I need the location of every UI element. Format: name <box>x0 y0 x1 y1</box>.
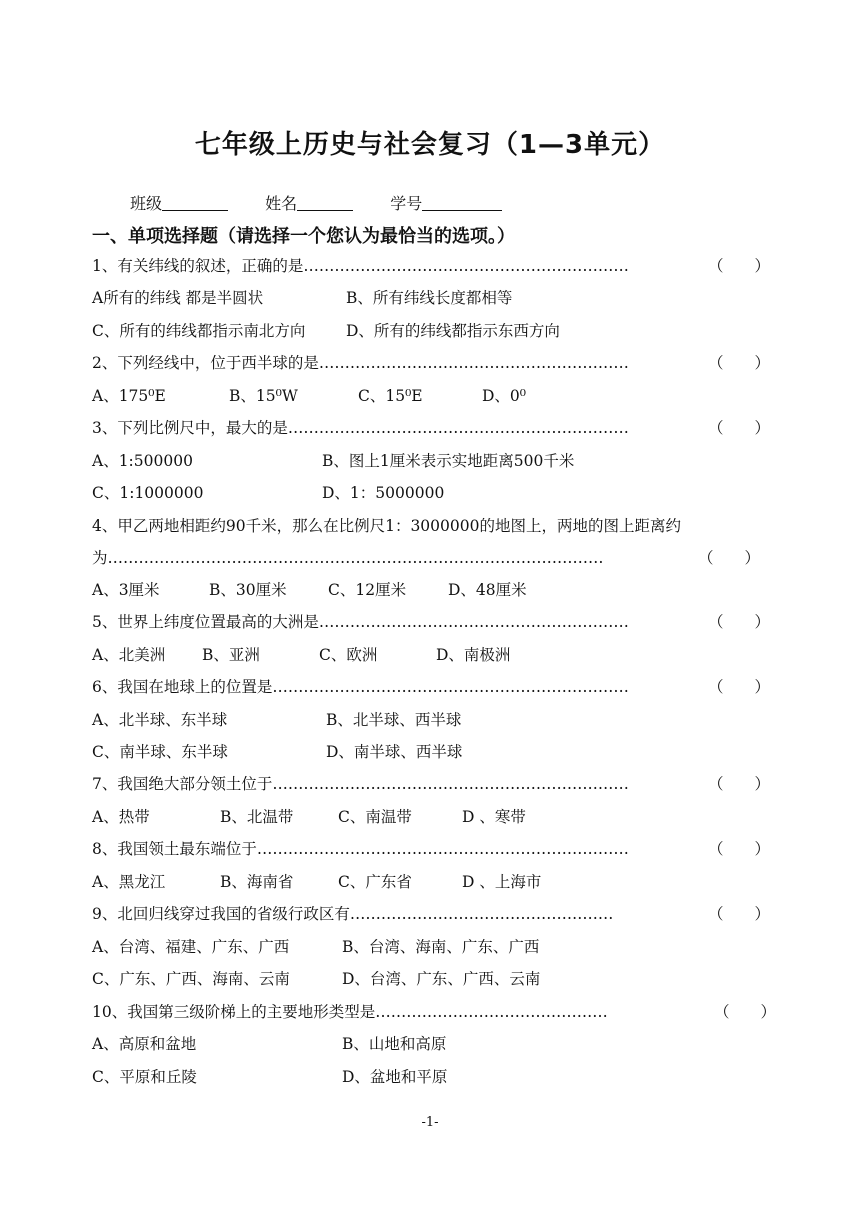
answer-bracket[interactable]: （ ） <box>697 549 760 567</box>
answer-bracket[interactable]: （ ） <box>713 1003 776 1021</box>
option: B、所有纬线长度都相等 <box>346 289 513 307</box>
answer-bracket[interactable]: （ ） <box>707 613 770 631</box>
option: D、盆地和平原 <box>342 1068 448 1086</box>
option: A、北美洲 <box>92 646 166 664</box>
option: D、南极洲 <box>436 646 511 664</box>
question-stem-continued: 为…………………………………………………………………………………… （ ） <box>92 549 760 567</box>
question-stem: 6、我国在地球上的位置是…………………………………………………………… （ ） <box>92 678 770 696</box>
answer-bracket[interactable]: （ ） <box>707 775 770 793</box>
option: A、高原和盆地 <box>92 1035 197 1053</box>
option: C、欧洲 <box>319 646 378 664</box>
question-stem: 3、下列比例尺中，最大的是………………………………………………………… （ ） <box>92 419 770 437</box>
option: D、台湾、广东、广西、云南 <box>342 970 541 988</box>
class-label: 班级 <box>130 194 163 213</box>
answer-bracket[interactable]: （ ） <box>707 419 770 437</box>
option: D、48厘米 <box>448 581 527 599</box>
option: C、1:1000000 <box>92 484 204 502</box>
option: C、所有的纬线都指示南北方向 <box>92 322 306 340</box>
page-number: -1- <box>421 1115 439 1130</box>
option: C、12厘米 <box>328 581 407 599</box>
option: D、所有的纬线都指示东西方向 <box>346 322 560 340</box>
option: A所有的纬线 都是半圆状 <box>92 289 264 307</box>
answer-bracket[interactable]: （ ） <box>707 354 770 372</box>
question-stem: 9、北回归线穿过我国的省级行政区有…………………………………………… （ ） <box>92 905 770 923</box>
question-stem: 10、我国第三级阶梯上的主要地形类型是……………………………………… （ ） <box>92 1003 776 1021</box>
option: B、海南省 <box>220 873 294 891</box>
option: B、15⁰W <box>229 387 298 405</box>
option: C、广东、广西、海南、云南 <box>92 970 290 988</box>
id-label: 学号 <box>390 194 423 213</box>
section-heading: 一、单项选择题（请选择一个您认为最恰当的选项。） <box>92 226 515 247</box>
option: B、30厘米 <box>209 581 287 599</box>
option: A、黑龙江 <box>92 873 166 891</box>
option: D、0⁰ <box>482 387 527 405</box>
name-blank[interactable] <box>297 194 353 211</box>
answer-bracket[interactable]: （ ） <box>707 905 770 923</box>
page-title: 七年级上历史与社会复习（1—3单元） <box>194 130 666 160</box>
option: B、北温带 <box>220 808 294 826</box>
answer-bracket[interactable]: （ ） <box>707 678 770 696</box>
question-stem: 8、我国领土最东端位于……………………………………………………………… （ ） <box>92 840 770 858</box>
option: B、亚洲 <box>202 646 260 664</box>
class-blank[interactable] <box>162 194 228 211</box>
option: A、175⁰E <box>92 387 166 405</box>
option: A、3厘米 <box>92 581 160 599</box>
option: A、热带 <box>92 808 150 826</box>
question-stem: 4、甲乙两地相距约90千米，那么在比例尺1：3000000的地图上，两地的图上距离约 <box>92 517 681 535</box>
question-stem: 7、我国绝大部分领土位于…………………………………………………………… （ ） <box>92 775 770 793</box>
option: C、平原和丘陵 <box>92 1068 197 1086</box>
option: C、广东省 <box>338 873 412 891</box>
option: B、山地和高原 <box>342 1035 447 1053</box>
student-info <box>130 191 502 214</box>
option: B、台湾、海南、广东、广西 <box>342 938 540 956</box>
question-stem: 1、有关纬线的叙述，正确的是……………………………………………………… （ ） <box>92 257 770 275</box>
option: A、台湾、福建、广东、广西 <box>92 938 290 956</box>
option: B、图上1厘米表示实地距离500千米 <box>322 452 575 470</box>
answer-bracket[interactable]: （ ） <box>707 257 770 275</box>
option: C、15⁰E <box>358 387 423 405</box>
option: D、南半球、西半球 <box>326 743 463 761</box>
name-label: 姓名 <box>265 194 298 213</box>
answer-bracket[interactable]: （ ） <box>707 840 770 858</box>
option: D 、寒带 <box>462 808 526 826</box>
option: A、北半球、东半球 <box>92 711 228 729</box>
id-blank[interactable] <box>422 194 502 211</box>
option: C、南半球、东半球 <box>92 743 228 761</box>
option: C、南温带 <box>338 808 412 826</box>
option: A、1:500000 <box>92 452 193 470</box>
question-stem: 5、世界上纬度位置最高的大洲是…………………………………………………… （ ） <box>92 613 770 631</box>
option: D 、上海市 <box>462 873 542 891</box>
question-stem: 2、下列经线中，位于西半球的是…………………………………………………… （ ） <box>92 354 770 372</box>
option: B、北半球、西半球 <box>326 711 462 729</box>
option: D、1：5000000 <box>322 484 445 502</box>
